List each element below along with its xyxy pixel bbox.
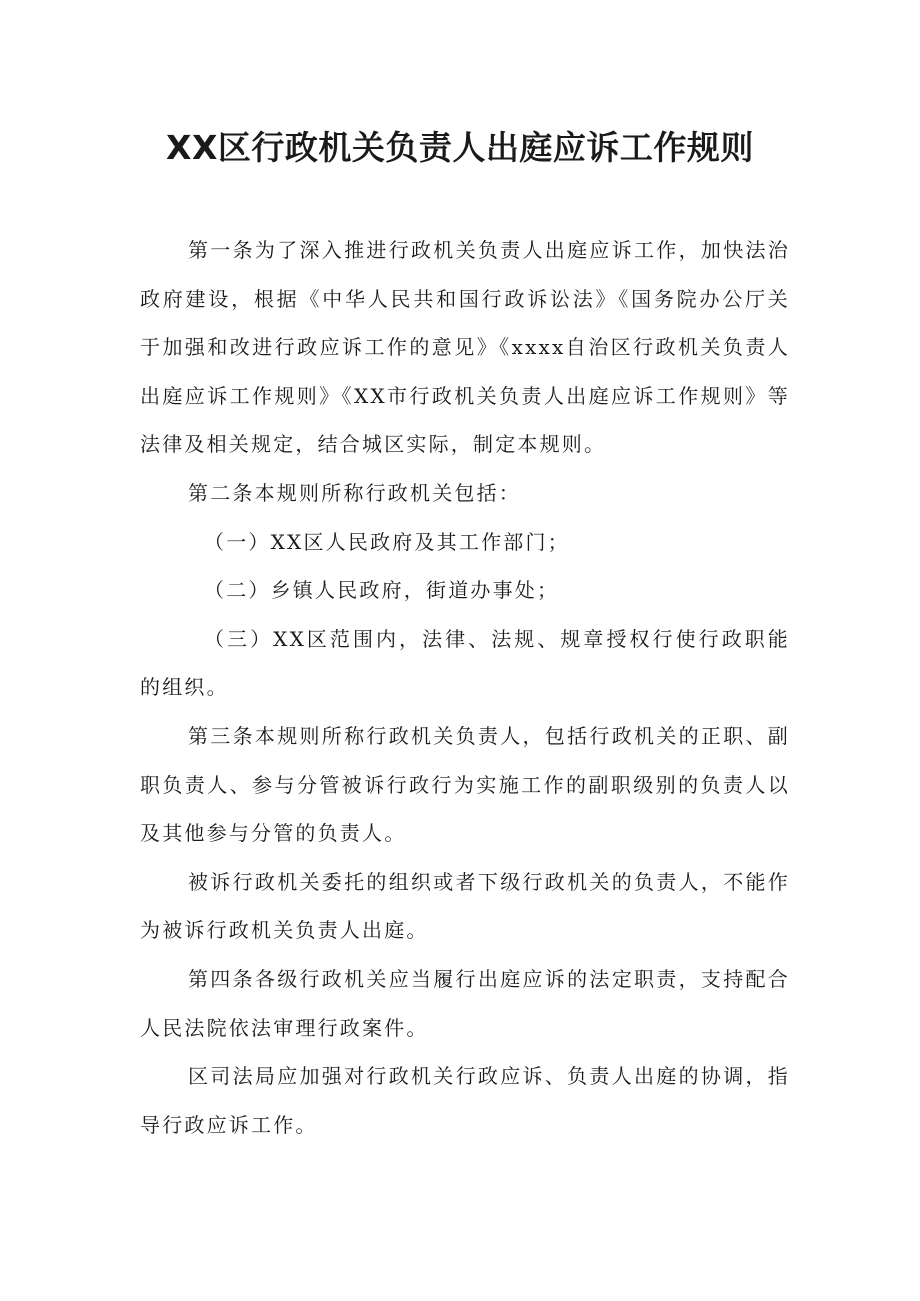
article-1-paragraph: 第一条为了深入推进行政机关负责人出庭应诉工作，加快法治政府建设，根据《中华人民共和国行政诉讼法》《国务院办公厅关于加强和改进行政应诉工作的意见》《xxxx自治区行政机关负责人出庭应诉工作规则》《XX市行政机关负责人出庭应诉工作规则》等法律及相关规定，结合城区实际，制定本规则。 [140, 238, 790, 457]
article-4-supplement-paragraph: 区司法局应加强对行政机关行政应诉、负责人出庭的协调，指导行政应诉工作。 [140, 1064, 790, 1137]
article-2-paragraph: 第二条本规则所称行政机关包括： [188, 480, 521, 505]
article-4-paragraph: 第四条各级行政机关应当履行出庭应诉的法定职责，支持配合人民法院依法审理行政案件。 [140, 966, 790, 1040]
article-2-item-3: （三）XX区范围内，法律、法规、规章授权行使行政职能的组织。 [140, 626, 790, 700]
article-2-item-1: （一）XX区人民政府及其工作部门； [204, 529, 570, 554]
article-3-supplement-paragraph: 被诉行政机关委托的组织或者下级行政机关的负责人，不能作为被诉行政机关负责人出庭。 [140, 869, 790, 943]
article-3-paragraph: 第三条本规则所称行政机关负责人，包括行政机关的正职、副职负责人、参与分管被诉行政行为实施工作的副职级别的负责人以及其他参与分管的负责人。 [140, 723, 790, 846]
article-2-item-2: （二）乡镇人民政府，街道办事处； [204, 578, 560, 603]
document-title: XX区行政机关负责人出庭应诉工作规则 [166, 128, 754, 167]
document-body [140, 226, 790, 1149]
